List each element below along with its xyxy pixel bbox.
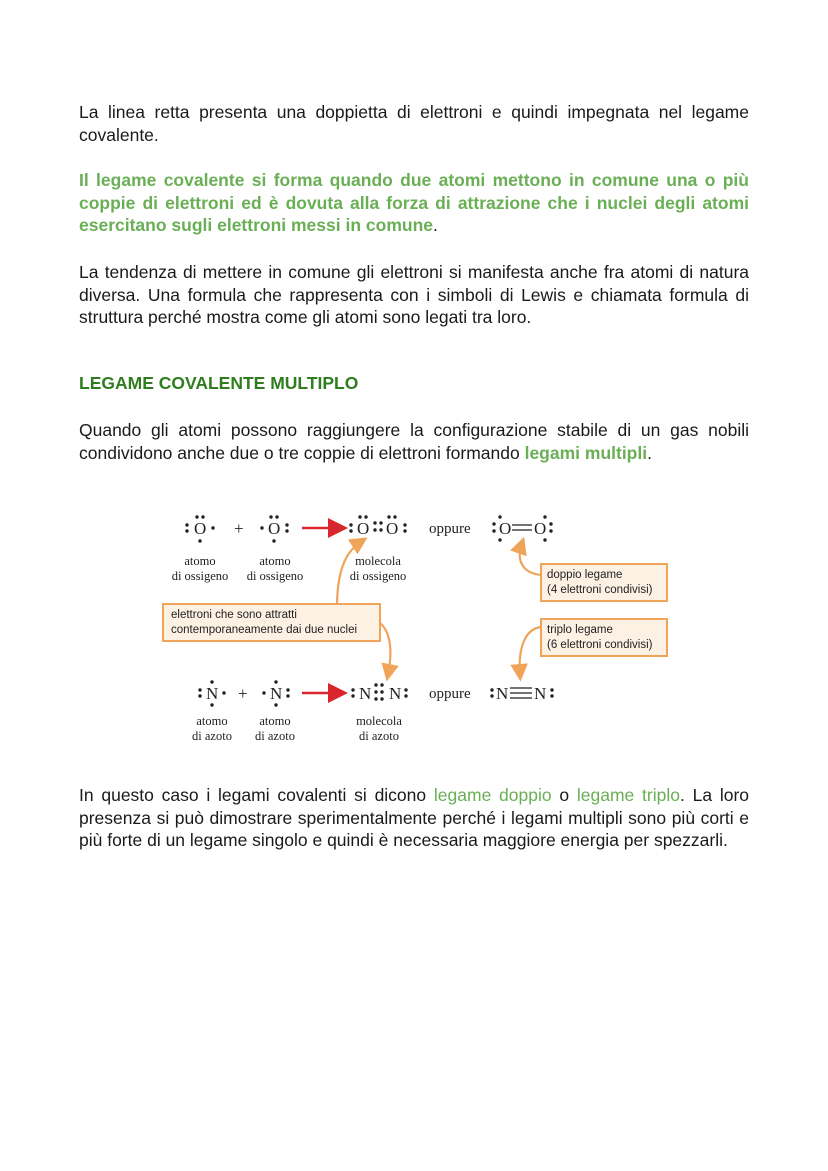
paragraph-3: La tendenza di mettere in comune gli elettroni si manifesta anche fra atomi di natura diversa. Una formula che rappresenta con i simboli di Lewis e chiamata formula di struttura perché mostra come gli atomi sono legati tra loro. — [79, 262, 749, 328]
paragraph-5-text-3: . La loro presenza si può dimostrare sperimentalmente perché i legami multipli sono più corti e più forte di un legame singolo e quindi è necessaria maggiore energia per spezzarli. — [79, 785, 750, 851]
nitrogen-atom-1: N — [206, 684, 219, 703]
triple-bond-box-line-1: triplo legame — [547, 624, 613, 636]
paragraph-2-definition — [79, 169, 749, 237]
nitrogen-atom-2: N — [270, 684, 283, 703]
oxygen-molecule-atom-1: O — [357, 519, 370, 538]
nitrogen-plus-sign: + — [238, 684, 248, 703]
paragraph-4 — [79, 419, 749, 464]
nitrogen-molecule-atom-1: N — [359, 684, 372, 703]
definition-end: . — [433, 215, 438, 236]
nitrogen-alt-atom-2: N — [534, 684, 547, 703]
label-nitrogen-atom-1-line-1: atomo — [196, 714, 228, 728]
oxygen-atom-2: O — [268, 519, 281, 538]
triple-bond-box — [541, 619, 667, 656]
label-oxygen-molecule-line-2: di ossigeno — [349, 569, 407, 583]
paragraph-4-text: Quando gli atomi possono raggiungere la configurazione stabile di un gas nobili condividono anche due o tre coppie di elettroni formando — [79, 420, 749, 463]
nitrogen-alt-atom-1: N — [496, 684, 509, 703]
oxygen-oppure: oppure — [429, 521, 471, 537]
oxygen-molecule-atom-2: O — [386, 519, 399, 538]
nitrogen-molecule-atom-2: N — [389, 684, 402, 703]
oxygen-row — [172, 515, 553, 583]
legame-triplo-highlight: legame triplo — [576, 785, 680, 805]
oxygen-alt-atom-2: O — [534, 519, 547, 538]
label-oxygen-molecule-line-1: molecola — [355, 554, 401, 568]
nitrogen-oppure: oppure — [429, 686, 471, 702]
arrow-to-nitrogen-bond — [380, 623, 390, 675]
section-heading: LEGAME COVALENTE MULTIPLO — [79, 373, 359, 393]
paragraph-1: La linea retta presenta una doppietta di elettroni e quindi impegnata nel legame covalente. — [79, 102, 749, 145]
label-nitrogen-atom-1-line-2: di azoto — [192, 729, 232, 743]
label-nitrogen-atom-2-line-2: di azoto — [255, 729, 295, 743]
oxygen-atom-1: O — [194, 519, 207, 538]
label-nitrogen-molecule-line-2: di azoto — [359, 729, 399, 743]
oxygen-plus-sign: + — [234, 519, 244, 538]
label-oxygen-atom-2-line-1: atomo — [259, 554, 291, 568]
double-bond-box-line-1: doppio legame — [547, 569, 623, 581]
electrons-attracted-box — [163, 604, 380, 641]
definition-highlight: Il legame covalente si forma quando due atomi mettono in comune una o più coppie di elettroni ed è dovuta alla forza di attrazione che i nuclei degli atomi esercitano sugli elettroni messi in comune — [79, 170, 749, 236]
triple-bond-box-line-2: (6 elettroni condivisi) — [547, 639, 653, 651]
paragraph-5-text-2: o — [551, 785, 577, 805]
lewis-diagram-svg — [160, 505, 680, 755]
label-nitrogen-atom-2-line-1: atomo — [259, 714, 291, 728]
nitrogen-row — [192, 680, 554, 743]
paragraph-4-end: . — [647, 442, 652, 463]
double-bond-box-line-2: (4 elettroni condivisi) — [547, 584, 653, 596]
label-oxygen-atom-1-line-2: di ossigeno — [171, 569, 229, 583]
oxygen-alt-atom-1: O — [499, 519, 512, 538]
arrow-to-double-bond — [520, 543, 541, 575]
double-bond-box — [541, 564, 667, 601]
label-nitrogen-molecule-line-1: molecola — [356, 714, 402, 728]
label-oxygen-atom-2-line-2: di ossigeno — [246, 569, 304, 583]
paragraph-5 — [79, 784, 749, 852]
electrons-box-line-1: elettroni che sono attratti — [171, 609, 297, 621]
electrons-box-line-2: contemporaneamente dai due nuclei — [171, 624, 358, 636]
legame-doppio-highlight: legame doppio — [433, 785, 552, 805]
label-oxygen-atom-1-line-1: atomo — [184, 554, 216, 568]
paragraph-5-text-1: In questo caso i legami covalenti si dicono — [79, 785, 434, 805]
lewis-diagram-figure — [160, 505, 680, 755]
arrow-to-triple-bond — [520, 627, 541, 675]
legami-multipli-highlight: legami multipli — [524, 442, 648, 463]
